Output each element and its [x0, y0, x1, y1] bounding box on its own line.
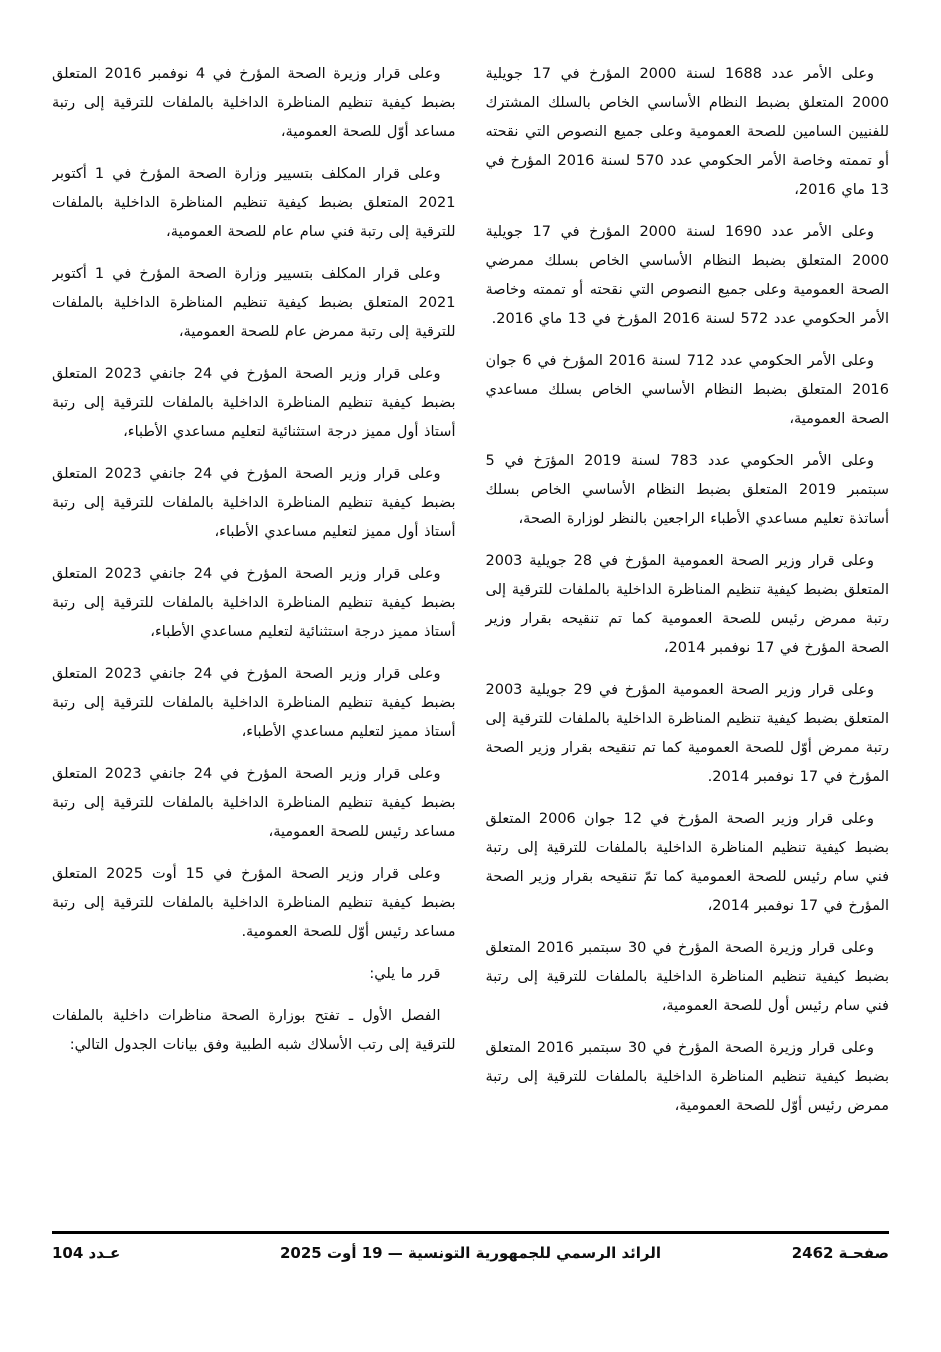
recital-paragraph: وعلى قرار وزيرة الصحة المؤرخ في 30 سبتمبر 2016 المتعلق بضبط كيفية تنظيم المناظرة الداخلية بالملفات للترقية إلى رتبة ممرض رئيس أوّل للصحة العمومية،: [485, 1040, 889, 1114]
recital-paragraph: وعلى الأمر عدد 1688 لسنة 2000 المؤرخ في 17 جويلية 2000 المتعلق بضبط النظام الأساسي الخاص بالسلك المشترك للفنيين السامين للصحة العمومية وعلى جميع النصوص التي نقحته أو تممته وخاصة الأمر الحكومي عدد 570 لسنة 2016 المؤرخ في 13 ماي 2016،: [485, 66, 889, 198]
recital-paragraph: وعلى قرار المكلف بتسيير وزارة الصحة المؤرخ في 1 أكتوبر 2021 المتعلق بضبط كيفية تنظيم المناظرة الداخلية بالملفات للترقية إلى رتبة فني سام عام للصحة العمومية،: [52, 166, 456, 240]
page-body: [52, 60, 889, 1227]
recital-paragraph: وعلى قرار وزير الصحة المؤرخ في 24 جانفي 2023 المتعلق بضبط كيفية تنظيم المناظرة الداخلية بالملفات للترقية إلى رتبة أستاذ مميز درجة استثنائية لتعليم مساعدي الأطباء،: [52, 566, 456, 640]
recital-paragraph: وعلى الأمر الحكومي عدد 712 لسنة 2016 المؤرخ في 6 جوان 2016 المتعلق بضبط النظام الأساسي الخاص بسلك مساعدي الصحة العمومية،: [485, 353, 889, 427]
column-right: [486, 60, 890, 1227]
recital-paragraph: وعلى قرار وزير الصحة المؤرخ في 24 جانفي 2023 المتعلق بضبط كيفية تنظيم المناظرة الداخلية بالملفات للترقية إلى رتبة أستاذ أول مميز لتعليم مساعدي الأطباء،: [52, 466, 456, 540]
recital-paragraph: وعلى الأمر الحكومي عدد 783 لسنة 2019 المؤرَخ في 5 سبتمبر 2019 المتعلق بضبط النظام الأساسي الخاص بسلك أساتذة تعليم مساعدي الأطباء الراجعين بالنظر لوزارة الصحة،: [485, 453, 889, 527]
article-1-paragraph: الفصل الأول ـ تفتح بوزارة الصحة مناظرات داخلية بالملفات للترقية إلى رتب الأسلاك شبه الطبية وفق بيانات الجدول التالي:: [52, 1008, 456, 1053]
page-footer: [52, 1231, 889, 1262]
recital-paragraph: وعلى قرار وزيرة الصحة المؤرخ في 30 سبتمبر 2016 المتعلق بضبط كيفية تنظيم المناظرة الداخلية بالملفات للترقية إلى رتبة فني سام رئيس أول للصحة العمومية،: [485, 940, 889, 1014]
recital-paragraph: وعلى قرار وزير الصحة العمومية المؤرخ في 28 جويلية 2003 المتعلق بضبط كيفية تنظيم المناظرة الداخلية بالملفات للترقية إلى رتبة ممرض رئيس للصحة العمومية كما تم تنقيحه بقرار وزير الصحة المؤرخ في 17 نوفمبر 2014،: [485, 553, 889, 656]
decision-formula: قرر ما يلي:: [369, 966, 441, 982]
recital-paragraph: وعلى قرار وزير الصحة المؤرخ في 24 جانفي 2023 المتعلق بضبط كيفية تنظيم المناظرة الداخلية بالملفات للترقية إلى رتبة أستاذ أول مميز درجة استثنائية لتعليم مساعدي الأطباء،: [52, 366, 456, 440]
recital-paragraph: وعلى قرار وزير الصحة المؤرخ في 15 أوت 2025 المتعلق بضبط كيفية تنظيم المناظرة الداخلية بالملفات للترقية إلى رتبة مساعد رئيس أوّل للصحة العمومية.: [52, 866, 456, 940]
recital-paragraph: وعلى قرار وزير الصحة المؤرخ في 12 جوان 2006 المتعلق بضبط كيفية تنظيم المناظرة الداخلية بالملفات للترقية إلى رتبة فني سام رئيس للصحة العمومية كما تمّ تنقيحه بقرار وزير الصحة المؤرخ في 17 نوفمبر 2014،: [485, 811, 889, 914]
issue-number-label: عـدد 104: [52, 1244, 121, 1262]
page-number-label: صفحـة 2462: [791, 1244, 889, 1262]
footer-row: [52, 1234, 889, 1262]
recital-paragraph: وعلى قرار وزير الصحة العمومية المؤرخ في 29 جويلية 2003 المتعلق بضبط كيفية تنظيم المناظرة الداخلية بالملفات للترقية إلى رتبة ممرض أوّل للصحة العمومية كما تم تنقيحه بقرار وزير الصحة المؤرخ في 17 نوفمبر 2014.: [485, 682, 889, 785]
recital-paragraph: وعلى قرار وزير الصحة المؤرخ في 24 جانفي 2023 المتعلق بضبط كيفية تنظيم المناظرة الداخلية بالملفات للترقية إلى رتبة مساعد رئيس للصحة العمومية،: [52, 766, 456, 840]
recital-paragraph: وعلى قرار المكلف بتسيير وزارة الصحة المؤرخ في 1 أكتوبر 2021 المتعلق بضبط كيفية تنظيم المناظرة الداخلية بالملفات للترقية إلى رتبة ممرض عام للصحة العمومية،: [52, 266, 456, 340]
recital-paragraph: وعلى قرار وزير الصحة المؤرخ في 24 جانفي 2023 المتعلق بضبط كيفية تنظيم المناظرة الداخلية بالملفات للترقية إلى رتبة أستاذ مميز لتعليم مساعدي الأطباء،: [52, 666, 456, 740]
journal-title-date: الرائد الرسمي للجمهورية التونسية — 19 أوت 2025: [279, 1244, 662, 1262]
recital-paragraph: وعلى قرار وزيرة الصحة المؤرخ في 4 نوفمبر 2016 المتعلق بضبط كيفية تنظيم المناظرة الداخلية بالملفات للترقية إلى رتبة مساعد أوّل للصحة العمومية،: [52, 66, 456, 140]
recital-paragraph: وعلى الأمر عدد 1690 لسنة 2000 المؤرخ في 17 جويلية 2000 المتعلق بضبط النظام الأساسي الخاص بسلك ممرضي الصحة العمومية وعلى جميع النصوص التي نقحته أو تممته وخاصة الأمر الحكومي عدد 572 لسنة 2016 المؤرخ في 13 ماي 2016.: [485, 224, 889, 327]
column-left: [52, 60, 456, 1227]
